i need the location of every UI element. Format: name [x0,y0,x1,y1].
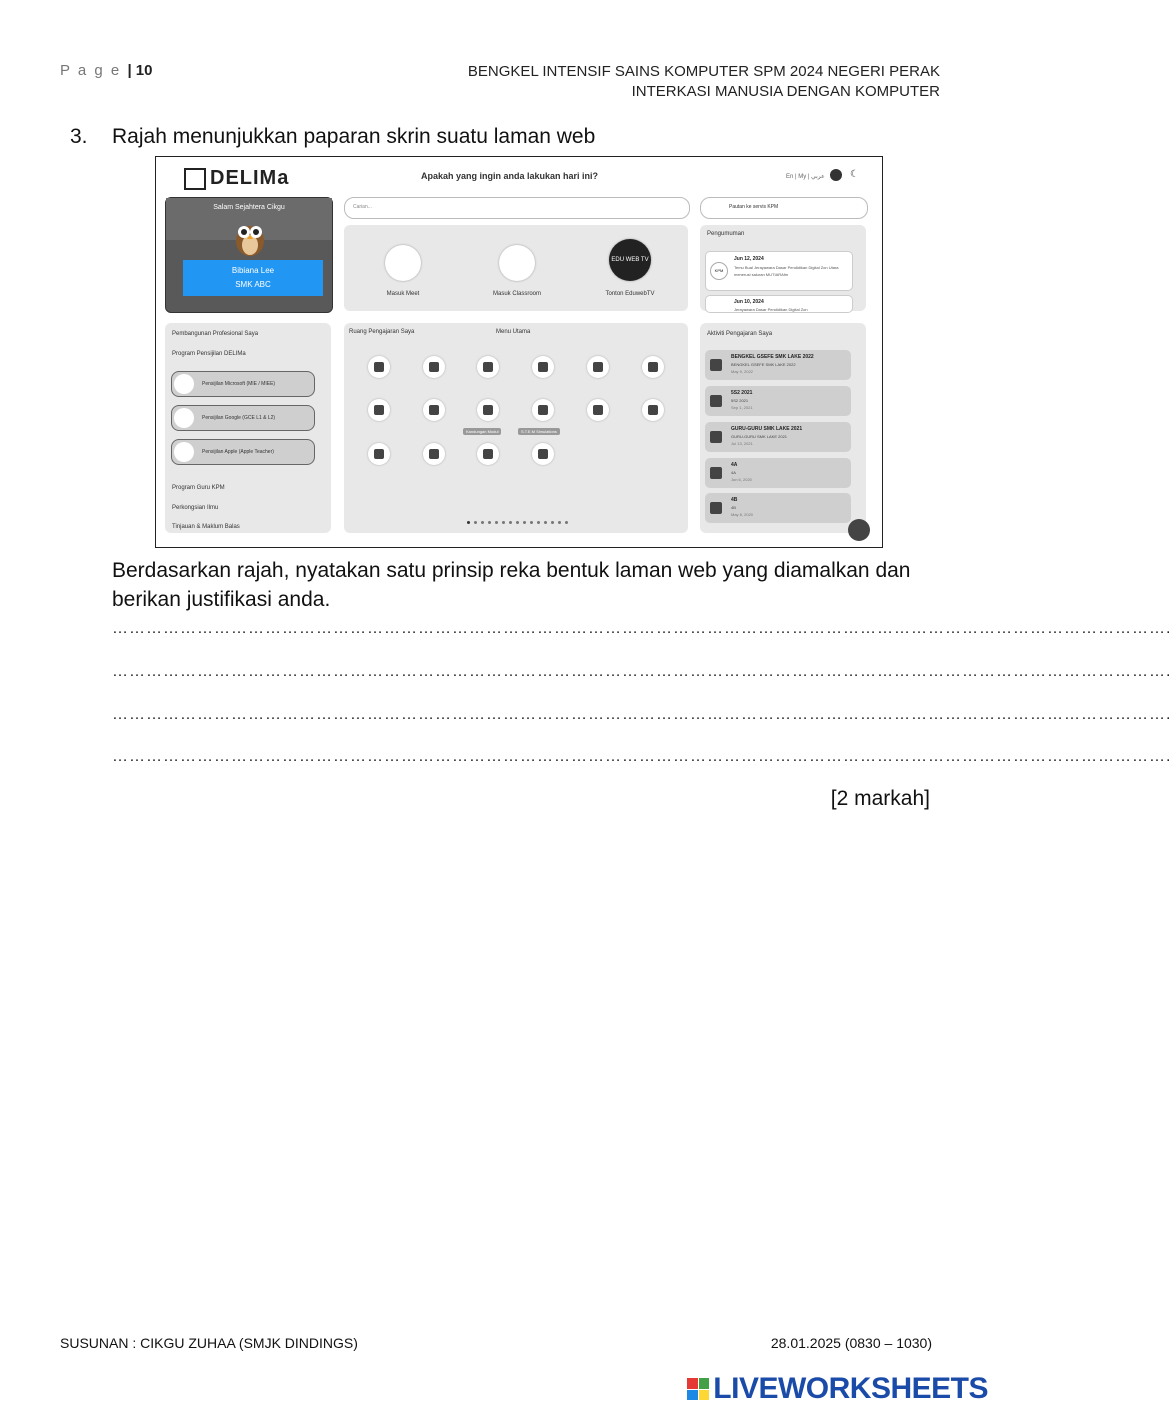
rocket-icon[interactable] [532,399,554,421]
activity-item[interactable] [705,350,851,380]
pagination-dot[interactable] [565,521,568,524]
delima-logo-text: DELIMa [210,167,290,189]
program-title[interactable]: Program Pensijilan DELIMa [172,351,246,357]
pagination-dot[interactable] [544,521,547,524]
announcement-date: Jun 10, 2024 [734,299,764,305]
grid-apps-icon[interactable] [368,443,390,465]
activity-date: Jul 13, 2021 [731,441,753,446]
activity-title: GURU-GURU SMK LAKE 2021 [731,426,803,432]
cert-google[interactable] [171,405,315,431]
classroom-icon[interactable] [499,245,535,281]
user-card-name [183,260,323,296]
question-prompt: Berdasarkan rajah, nyatakan satu prinsip reka bentuk laman web yang diamalkan dan berikan justifikasi anda. [112,559,911,611]
gallery-icon[interactable] [642,356,664,378]
question-intro: Rajah menunjukkan paparan skrin suatu laman web [112,125,596,148]
answer-line[interactable]: ……………………………………………………………………………………………………………………………………………………………………. [112,748,1171,765]
cert-label: Pensijilan Google (GCE L1 & L2) [202,415,276,421]
pagination-dot[interactable] [558,521,561,524]
meet-icon[interactable] [385,245,421,281]
pagination-dot[interactable] [467,521,470,524]
ai-cloud-icon[interactable] [368,356,390,378]
answer-line[interactable]: ……………………………………………………………………………………………………………………………………………………………………. [112,663,1171,680]
cert-image-icon [174,374,194,394]
announcement-text: Temu Bual Jerayawara Dasar Pendidikan Digital Zon Utara menerusi saluran MUTIARAfm [734,265,839,277]
activity-date: Sep 1, 2021 [731,405,753,410]
liveworksheets-logo-icon [687,1378,709,1400]
announcement-text: Jerayawara Dasar Pendidikan Digital Zon [734,307,808,312]
quick-actions-panel [344,225,688,311]
menu-tinjauan[interactable]: Tinjauan & Maklum Balas [172,524,240,530]
pagination-dot[interactable] [516,521,519,524]
badge-icon[interactable] [642,399,664,421]
pagination-dot[interactable] [481,521,484,524]
menu-perkongsian[interactable]: Perkongsian Ilmu [172,505,219,511]
website-screenshot [155,156,883,548]
cert-image-icon [174,408,194,428]
activity-sub: BENGKEL GSEFE SMK LAKE 2022 [731,362,796,367]
activity-item[interactable] [705,422,851,452]
greeting: Salam Sejahtera Cikgu [213,204,285,211]
pagination-dot[interactable] [537,521,540,524]
pagination-dot[interactable] [523,521,526,524]
activities-title: Aktiviti Pengajaran Saya [707,331,773,337]
cert-label: Pensijilan Microsoft (MIE / MIEE) [202,381,276,387]
announcement-date: Jun 12, 2024 [734,256,764,262]
activity-sub: 4A [731,470,736,475]
classroom-label: Masuk Classroom [492,291,541,297]
cert-image-icon [174,442,194,462]
people-icon[interactable] [423,443,445,465]
language-switch: En | My | عربي [786,174,825,180]
owl-avatar-icon [234,217,266,257]
activity-date: Jun 6, 2020 [731,477,752,482]
footer-author: SUSUNAN : CIKGU ZUHAA (SMJK DINDINGS) [60,1335,358,1351]
screenshot-topbar [156,157,882,197]
answer-line[interactable]: ……………………………………………………………………………………………………………………………………………………………………. [112,620,1171,637]
search-input[interactable] [344,197,690,219]
activity-item[interactable] [705,493,851,523]
profile-icon [830,169,842,181]
stem-icon[interactable] [532,443,554,465]
pagination-dot[interactable] [551,521,554,524]
class-icon [710,395,722,407]
activity-title: 4B [731,497,738,503]
class-icon [710,431,722,443]
activity-sub: GURU-GURU SMK LAKE 2021 [731,434,788,439]
microsoft-icon[interactable] [477,399,499,421]
profile-card [165,197,333,313]
eduwebtv-icon[interactable]: EDU WEB TV [609,239,651,281]
google-icon[interactable] [423,399,445,421]
announcement-item[interactable] [705,251,853,291]
pagination-dot[interactable] [495,521,498,524]
liveworksheets-text: LIVEWORKSHEETS [713,1372,988,1405]
activity-date: May 9, 2022 [731,369,754,374]
activity-sub: 5S2 2021 [731,398,749,403]
eduwebtv-label: Tonton EduwebTV [605,291,655,297]
app-icon[interactable] [477,356,499,378]
kpm-link-label: Pautan ke servis KPM [729,204,779,210]
delima-logo-icon [184,168,206,190]
header-title-line2: INTERKASI MANUSIA DENGAN KOMPUTER [631,83,940,100]
school-name: SMK ABC [235,280,271,289]
printer-icon[interactable] [423,356,445,378]
settings-icon[interactable] [368,399,390,421]
pagination-dot[interactable] [488,521,491,524]
document-header [468,62,940,102]
liveworksheets-brand [687,1372,988,1406]
marks-label: [2 markah] [830,787,930,810]
menu-guru-kpm[interactable]: Program Guru KPM [172,485,225,491]
announcement-item[interactable] [705,295,853,313]
pagination-dot[interactable] [530,521,533,524]
activity-title: BENGKEL GSEFE SMK LAKE 2022 [731,354,814,360]
document-icon[interactable] [532,356,554,378]
kpm-services-link[interactable] [700,197,868,219]
cert-apple[interactable] [171,439,315,465]
theme-moon-icon: ☾ [850,169,859,180]
user-name: Bibiana Lee [231,266,275,275]
tooltip-kandungan: Kandungan Modul [463,428,501,435]
activity-item[interactable] [705,386,851,416]
page-number: | 10 [127,62,153,79]
page-label [60,62,153,79]
class-icon [710,502,722,514]
tooltip-stem: S.T.E.M Simulations [518,428,560,435]
ruang-title: Ruang Pengajaran Saya [349,329,415,335]
world-icon[interactable] [587,399,609,421]
page-label-text: P a g e [60,62,122,79]
activity-title: 5S2 2021 [731,390,753,396]
menu-utama-title: Menu Utama [496,329,531,335]
prof-title: Pembangunan Profesional Saya [172,331,259,337]
footer-date: 28.01.2025 (0830 – 1030) [770,1335,932,1351]
screenshot-headline: Apakah yang ingin anda lakukan hari ini? [421,171,599,181]
pagination-dot[interactable] [474,521,477,524]
class-icon [710,467,722,479]
activity-sub: 4B [731,505,736,510]
question-number: 3. [70,125,88,148]
cert-label: Pensijilan Apple (Apple Teacher) [202,449,274,455]
activity-title: 4A [731,462,738,468]
professional-panel [165,323,331,533]
cert-microsoft[interactable] [171,371,315,397]
class-icon [710,359,722,371]
pagination-dot[interactable] [502,521,505,524]
module-icon[interactable] [477,443,499,465]
pagination-dot[interactable] [509,521,512,524]
globe-icon[interactable] [587,356,609,378]
meet-label: Masuk Meet [386,291,420,297]
chat-bubble-icon[interactable] [848,519,870,541]
kpm-badge: KPM [710,262,728,280]
header-title-line1: BENGKEL INTENSIF SAINS KOMPUTER SPM 2024 NEGERI PERAK [467,63,940,80]
search-placeholder: Carian... [353,204,372,210]
announcements-title: Pengumuman [707,231,745,237]
activity-date: May 8, 2020 [731,512,754,517]
delima-logo [184,167,289,190]
teaching-space-panel [344,323,688,533]
answer-line[interactable]: ……………………………………………………………………………………………………………………………………………………………………. [112,706,1171,723]
activity-item[interactable] [705,458,851,488]
